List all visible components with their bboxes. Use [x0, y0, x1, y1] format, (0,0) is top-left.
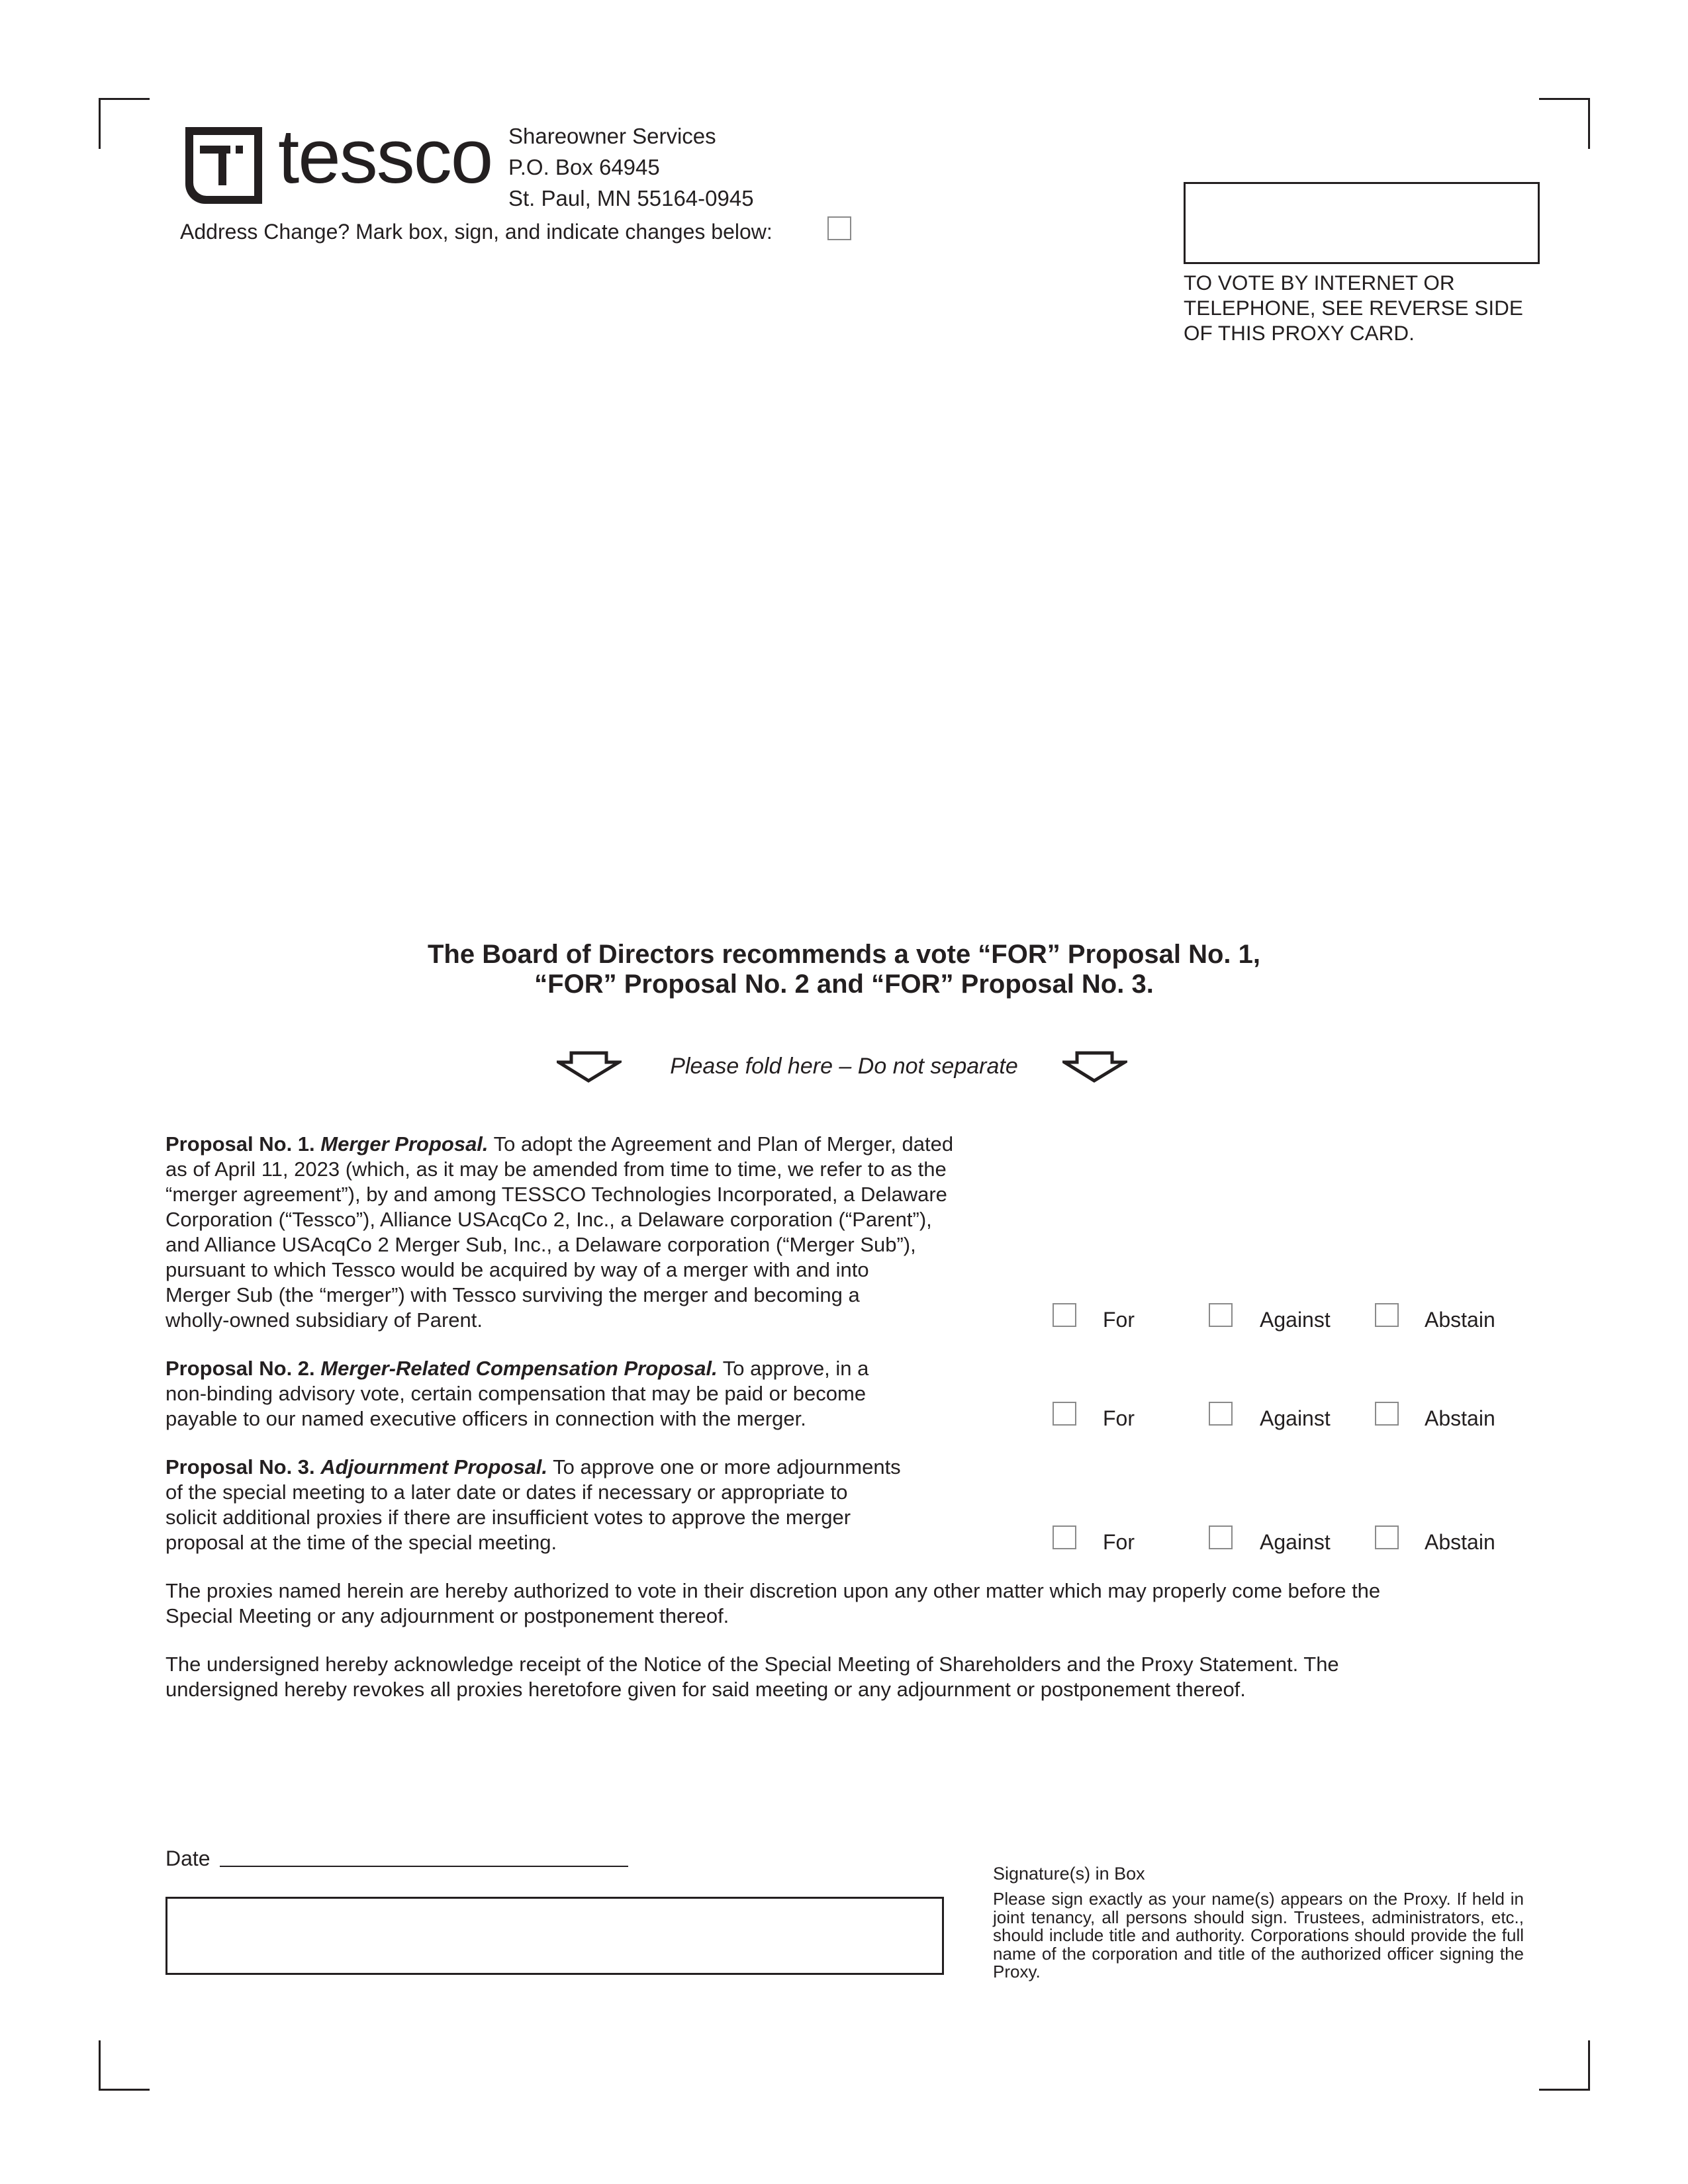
- proposal-1-line: “merger agreement”), by and among TESSCO Technologies Incorporated, a Delaware: [165, 1183, 947, 1206]
- proposal-1-line: Merger Sub (the “merger”) with Tessco surviving the merger and becoming a: [165, 1283, 860, 1306]
- proposal-1-for-label: For: [1103, 1308, 1135, 1332]
- discretion-line-1: The proxies named herein are hereby authorized to vote in their discretion upon any other matter which may properly come before the: [165, 1579, 1381, 1602]
- board-recommendation-line-2: “FOR” Proposal No. 2 and “FOR” Proposal No. 3.: [534, 970, 1154, 999]
- crop-mark-bottom-right-v: [1588, 2040, 1590, 2091]
- board-recommendation-heading: [0, 940, 1688, 999]
- proposal-3: [165, 1455, 1053, 1555]
- proposal-2-text: To approve, in a: [717, 1357, 869, 1380]
- proposal-1-line: Corporation (“Tessco”), Alliance USAcqCo 2, Inc., a Delaware corporation (“Parent”),: [165, 1208, 932, 1231]
- proposal-1-line: as of April 11, 2023 (which, as it may be amended from time to time, we refer to as the: [165, 1158, 947, 1181]
- proposal-1-abstain-checkbox[interactable]: [1375, 1303, 1399, 1327]
- proposal-3-abstain-label: Abstain: [1425, 1530, 1495, 1554]
- address-change-checkbox[interactable]: [827, 216, 851, 240]
- proposal-3-abstain-checkbox[interactable]: [1375, 1525, 1399, 1549]
- proposal-3-line: solicit additional proxies if there are insufficient votes to approve the merger: [165, 1506, 851, 1529]
- return-address-line-2: P.O. Box 64945: [508, 155, 660, 179]
- proposal-3-number: Proposal No. 3.: [165, 1455, 315, 1479]
- proposal-3-line: of the special meeting to a later date or dates if necessary or appropriate to: [165, 1480, 848, 1504]
- crop-mark-bottom-left-v: [99, 2040, 101, 2091]
- crop-mark-bottom-right-h: [1539, 2089, 1589, 2091]
- crop-mark-top-left-v: [99, 98, 101, 149]
- proposal-2-against-label: Against: [1260, 1406, 1331, 1430]
- vote-note-line-2: TELEPHONE, SEE REVERSE SIDE: [1184, 296, 1523, 320]
- proposal-2-for-label: For: [1103, 1406, 1135, 1430]
- proposal-2-line: non-binding advisory vote, certain compensation that may be paid or become: [165, 1382, 867, 1405]
- discretion-paragraph: [165, 1578, 1380, 1629]
- proposal-1-line: wholly-owned subsidiary of Parent.: [165, 1308, 483, 1332]
- down-arrow-icon: [1062, 1051, 1127, 1084]
- crop-mark-top-left-h: [99, 98, 150, 100]
- crop-mark-bottom-left-h: [99, 2089, 150, 2091]
- board-recommendation-line-1: The Board of Directors recommends a vote “FOR” Proposal No. 1,: [427, 940, 1261, 969]
- acknowledge-line-2: undersigned hereby revokes all proxies heretofore given for said meeting or any adjournment or postponement thereof.: [165, 1678, 1246, 1701]
- proposal-2-line: payable to our named executive officers in connection with the merger.: [165, 1407, 806, 1430]
- proposal-1-for-checkbox[interactable]: [1053, 1303, 1076, 1327]
- signature-box[interactable]: [165, 1897, 944, 1975]
- return-address-line-1: Shareowner Services: [508, 124, 716, 148]
- proposal-1-against-checkbox[interactable]: [1209, 1303, 1233, 1327]
- proposal-1-text: To adopt the Agreement and Plan of Merger, dated: [488, 1132, 954, 1156]
- vote-by-internet-note: [1184, 270, 1523, 345]
- crop-mark-top-right-h: [1539, 98, 1589, 100]
- acknowledge-paragraph: [165, 1652, 1339, 1702]
- proposal-2-abstain-checkbox[interactable]: [1375, 1402, 1399, 1426]
- proposal-2-title: Merger-Related Compensation Proposal.: [320, 1357, 718, 1380]
- discretion-line-2: Special Meeting or any adjournment or postponement thereof.: [165, 1604, 729, 1627]
- proposal-2-for-checkbox[interactable]: [1053, 1402, 1076, 1426]
- proposal-2-number: Proposal No. 2.: [165, 1357, 315, 1380]
- acknowledge-line-1: The undersigned hereby acknowledge receipt of the Notice of the Special Meeting of Shareholders and the Proxy Statement. The: [165, 1653, 1339, 1676]
- proposal-3-line: proposal at the time of the special meeting.: [165, 1531, 557, 1554]
- fold-instruction: Please fold here – Do not separate: [670, 1054, 1018, 1079]
- proposal-1: [165, 1132, 1053, 1333]
- proposal-1-title: Merger Proposal.: [320, 1132, 489, 1156]
- proposal-3-for-checkbox[interactable]: [1053, 1525, 1076, 1549]
- crop-mark-top-right-v: [1588, 98, 1590, 149]
- proposal-1-number: Proposal No. 1.: [165, 1132, 315, 1156]
- proposal-2-against-checkbox[interactable]: [1209, 1402, 1233, 1426]
- proposal-3-against-checkbox[interactable]: [1209, 1525, 1233, 1549]
- proposal-2: [165, 1356, 1053, 1432]
- address-change-label: Address Change? Mark box, sign, and indicate changes below:: [180, 220, 773, 244]
- proposal-3-title: Adjournment Proposal.: [320, 1455, 548, 1479]
- tessco-wordmark: tessco: [278, 113, 492, 199]
- proposal-1-line: pursuant to which Tessco would be acquired by way of a merger with and into: [165, 1258, 869, 1281]
- proposal-1-line: and Alliance USAcqCo 2 Merger Sub, Inc., a Delaware corporation (“Merger Sub”),: [165, 1233, 916, 1256]
- return-address: [508, 120, 754, 214]
- date-field[interactable]: [220, 1866, 628, 1867]
- proposal-3-text: To approve one or more adjournments: [547, 1455, 901, 1479]
- proposal-2-abstain-label: Abstain: [1425, 1406, 1495, 1430]
- return-address-line-3: St. Paul, MN 55164-0945: [508, 186, 754, 210]
- proposal-1-against-label: Against: [1260, 1308, 1331, 1332]
- proposal-1-abstain-label: Abstain: [1425, 1308, 1495, 1332]
- signature-box-label: Signature(s) in Box: [993, 1864, 1145, 1884]
- proposal-3-against-label: Against: [1260, 1530, 1331, 1554]
- signature-instructions: Please sign exactly as your name(s) appears on the Proxy. If held in joint tenancy, all persons should sign. Trustees, administrators, etc., should include title and authority. Corporations should provide the full name of the corporation and title of the authorized officer signing the Proxy.: [993, 1889, 1524, 1981]
- vote-note-line-3: OF THIS PROXY CARD.: [1184, 321, 1415, 345]
- control-number-box: [1184, 182, 1540, 264]
- tessco-t-mark-icon: [185, 127, 262, 204]
- date-label: Date: [165, 1846, 211, 1870]
- proposal-3-for-label: For: [1103, 1530, 1135, 1554]
- vote-note-line-1: TO VOTE BY INTERNET OR: [1184, 271, 1455, 295]
